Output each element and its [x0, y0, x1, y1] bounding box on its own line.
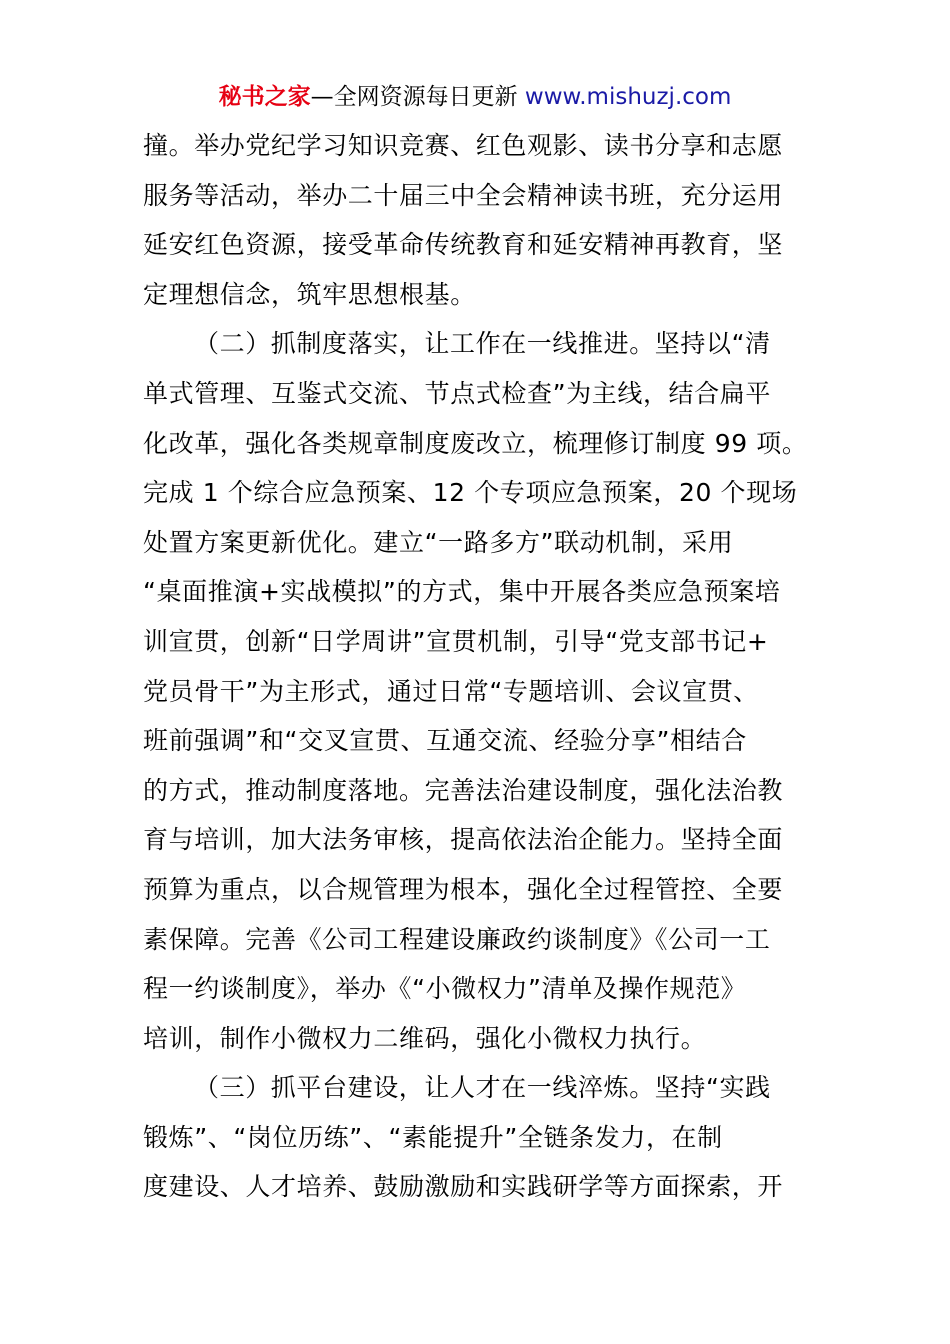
site-url-link[interactable]: www.mishuzj.com — [524, 84, 732, 110]
body-line: 锻炼”、“岗位历练”、“素能提升”全链条发力，在制 — [143, 1122, 723, 1152]
brand-name: 秘书之家 — [218, 84, 311, 110]
header-slogan: —全网资源每日更新 — [310, 84, 518, 110]
body-line: 撞。举办党纪学习知识竞赛、红色观影、读书分享和志愿 — [143, 131, 784, 160]
body-line: 班前强调”和“交叉宣贯、互通交流、经验分享”相结合 — [143, 726, 747, 756]
body-line: 育与培训，加大法务审核，提高依法治企能力。坚持全面 — [143, 825, 784, 855]
body-line: 处置方案更新优化。建立“一路多方”联动机制，采用 — [143, 527, 734, 557]
body-line: 度建设、人才培养、鼓励激励和实践研学等方面探索，开 — [143, 1172, 784, 1202]
body-line: 化改革，强化各类规章制度废改立，梳理修订制度 99 项。 — [143, 428, 808, 458]
body-line: 素保障。完善《公司工程建设廉政约谈制度》《公司一工 — [143, 924, 771, 954]
body-line: 定理想信念，筑牢思想根基。 — [143, 279, 476, 309]
page-header — [0, 80, 950, 114]
body-line: “桌面推演+实战模拟”的方式，集中开展各类应急预案培 — [143, 577, 781, 607]
body-line: 服务等活动，举办二十届三中全会精神读书班，充分运用 — [143, 180, 784, 210]
document-body — [143, 121, 808, 1212]
body-line: 完成 1 个综合应急预案、12 个专项应急预案，20 个现场 — [143, 478, 798, 508]
body-line: 培训，制作小微权力二维码，强化小微权力执行。 — [143, 1023, 707, 1053]
section-heading-line: （二）抓制度落实，让工作在一线推进。坚持以“清 — [194, 329, 771, 359]
section-heading-line: （三）抓平台建设，让人才在一线淬炼。坚持“实践 — [194, 1073, 771, 1103]
body-line: 的方式，推动制度落地。完善法治建设制度，强化法治教 — [143, 775, 784, 805]
body-line: 单式管理、互鉴式交流、节点式检查”为主线，结合扁平 — [143, 378, 771, 408]
body-line: 党员骨干”为主形式，通过日常“专题培训、会议宣贯、 — [143, 676, 759, 706]
body-line: 延安红色资源，接受革命传统教育和延安精神再教育，坚 — [143, 230, 784, 260]
body-line: 训宣贯，创新“日学周讲”宣贯机制，引导“党支部书记+ — [143, 626, 769, 656]
body-line: 程一约谈制度》，举办《“小微权力”清单及操作规范》 — [143, 974, 747, 1004]
body-line: 预算为重点，以合规管理为根本，强化全过程管控、全要 — [143, 874, 784, 904]
